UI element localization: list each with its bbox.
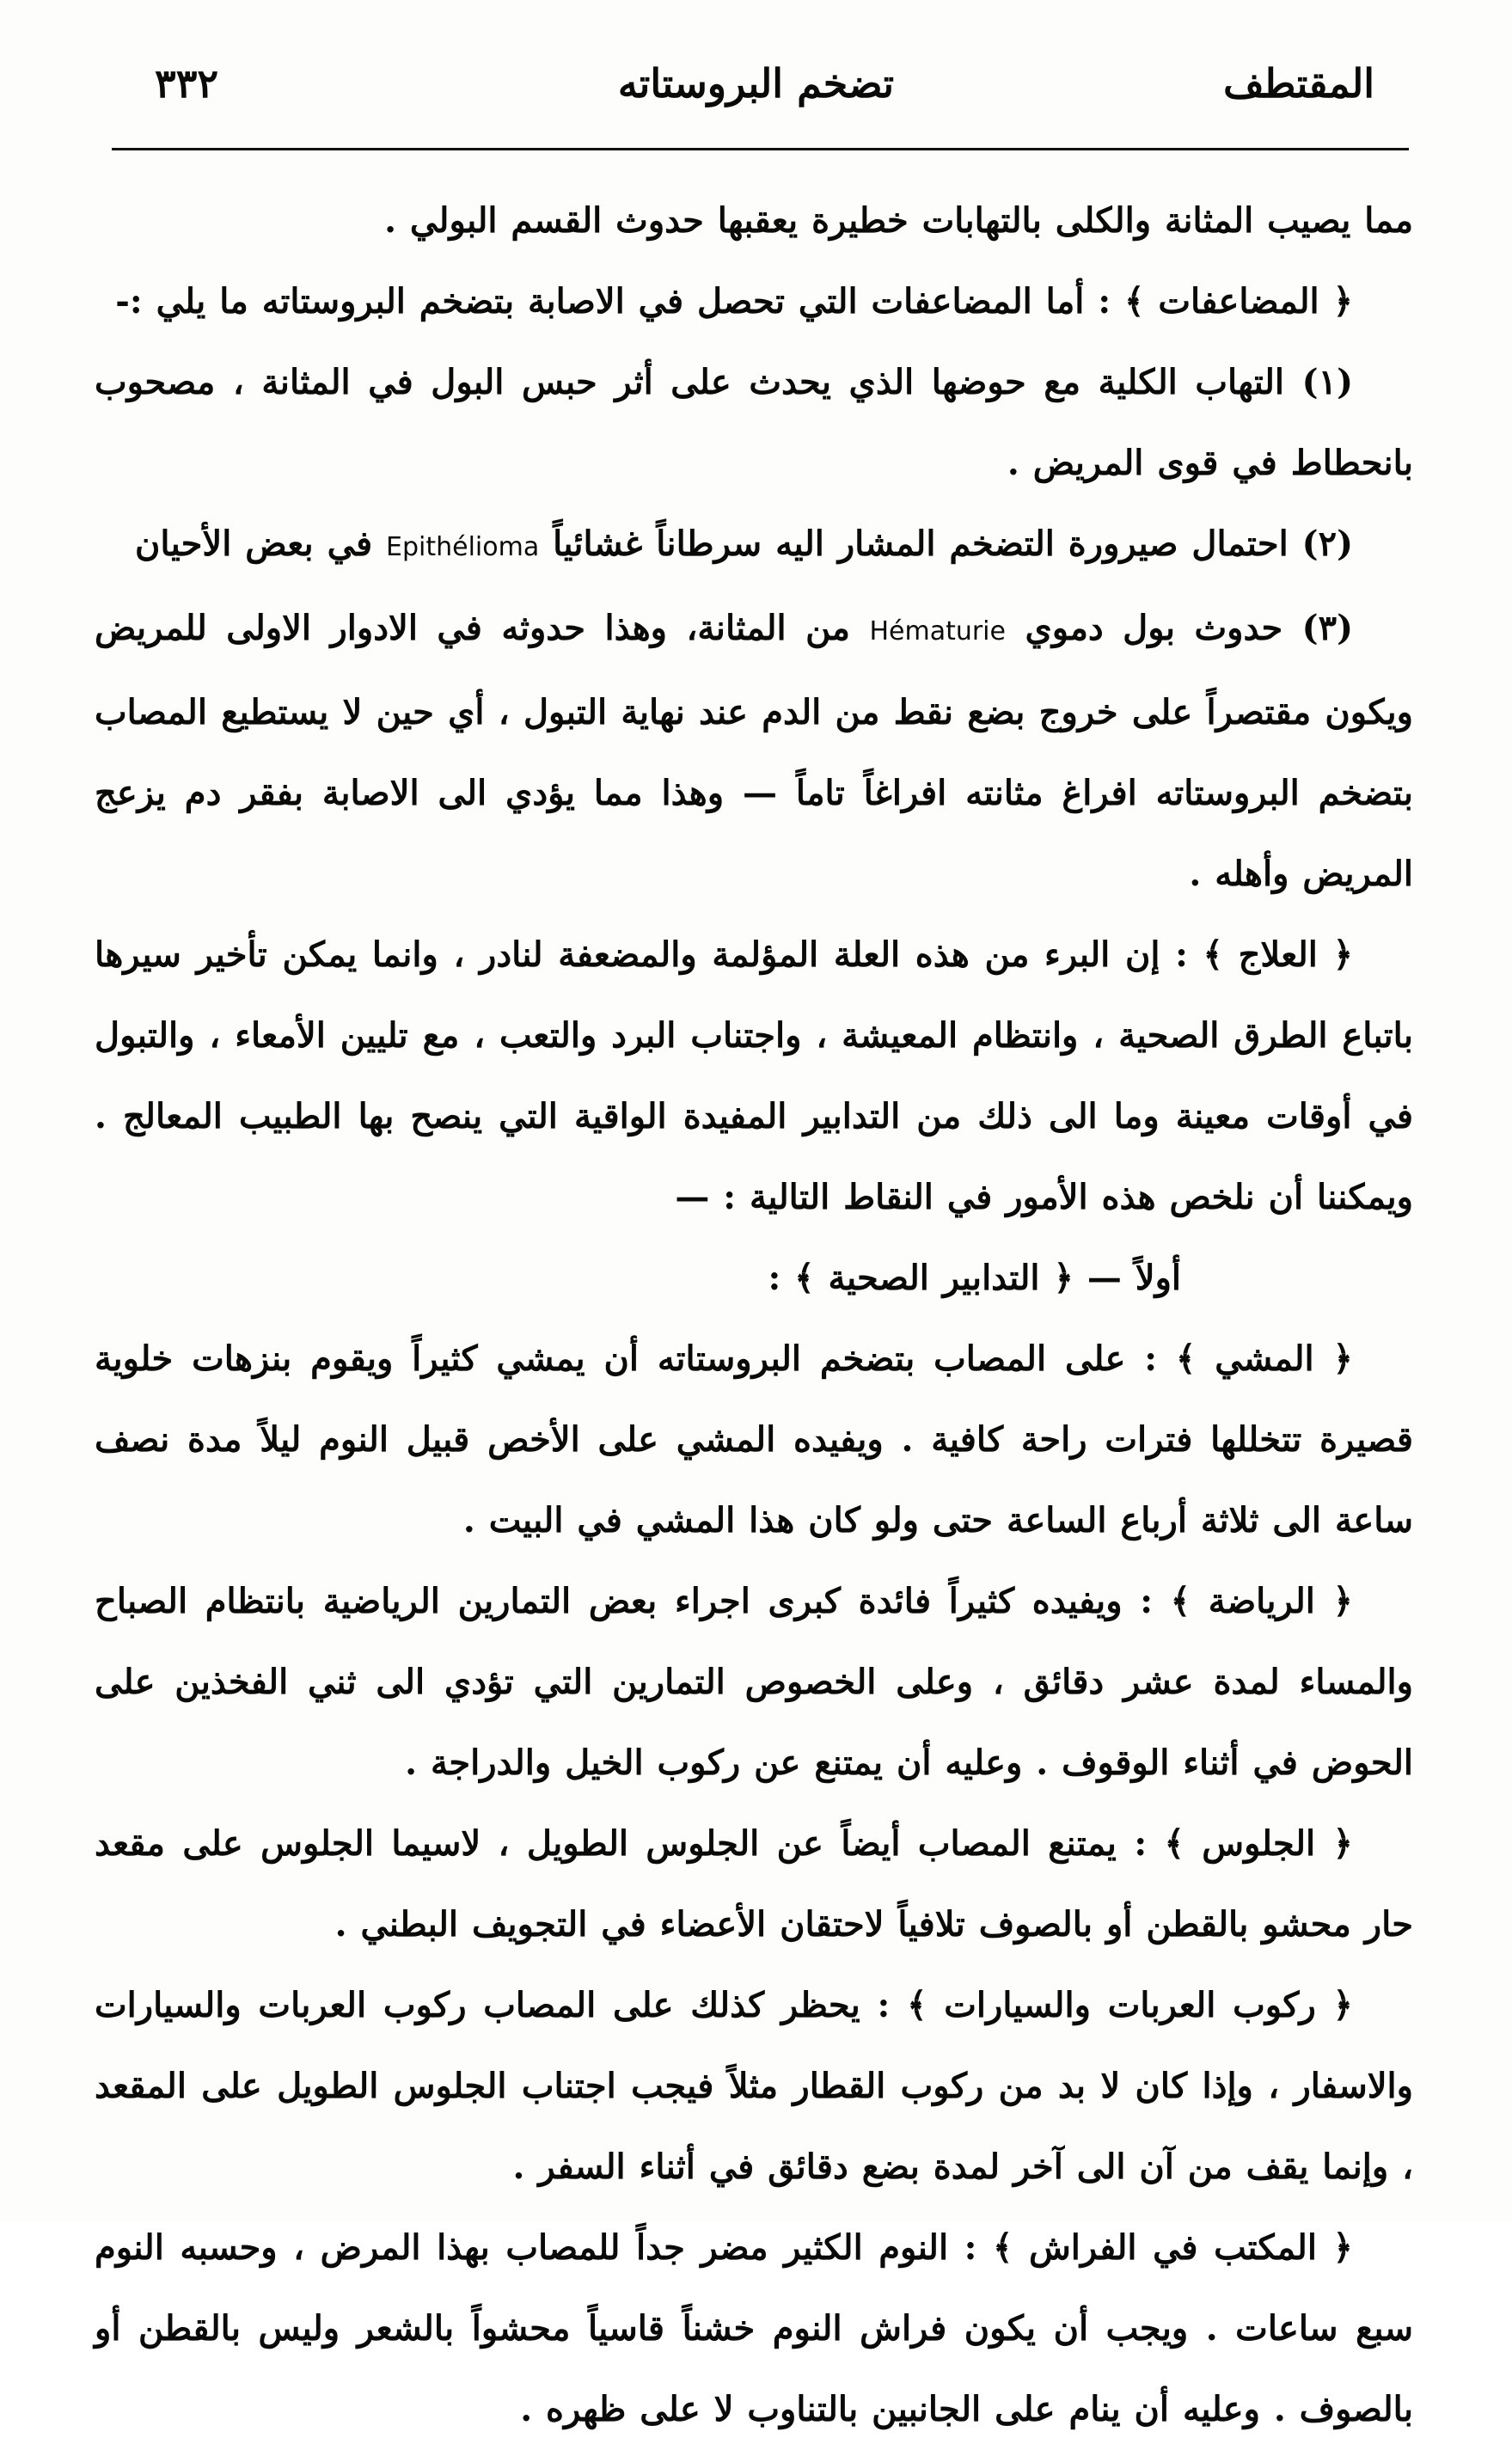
term-epithelioma: Epithélioma [386, 532, 540, 562]
complication-3-tail: من المثانة، وهذا حدوثه في الادوار الاولى للمريض ويكون مقتصراً على خروج بضع نقط من الدم عند نهاية التبول ، أي حين لا يستطيع المصاب بتضخم البروستاته افراغ مثانته افراغاً تاماً — وهذا مما يؤدي الى الاصابة بفقر دم يزعج المريض وأهله . [95, 608, 1413, 894]
complication-2-text: (٢) احتمال صيرورة التضخم المشار اليه سرطاناً غشائياً [553, 524, 1353, 564]
paragraph-exercise: ﴿ الرياضة ﴾ : ويفيده كثيراً فائدة كبرى اجراء بعض التمارين الرياضية بانتظام الصباح والمساء لمدة عشر دقائق ، وعلى الخصوص التمارين التي تؤدي الى ثني الفخذين على الحوض في أثناء الوقوف . وعليه أن يمتنع عن ركوب الخيل والدراجة . [95, 1581, 1413, 1783]
journal-name: المقتطف [1223, 60, 1374, 107]
section-heading-health-measures: أولاً — ﴿ التدابير الصحية ﴾ : [768, 1258, 1181, 1298]
complication-3-text: (٣) حدوث بول دموي [1025, 608, 1353, 648]
page-number: ٣٣٢ [155, 60, 219, 107]
article-body [95, 181, 1413, 2450]
term-hematurie: Hématurie [869, 616, 1006, 646]
paragraph-complication-2 [95, 504, 1413, 588]
paragraph-complication-1: (١) التهاب الكلية مع حوضها الذي يحدث على أثر حبس البول في المثانة ، مصحوب بانحطاط في قوى المريض . [95, 362, 1413, 483]
paragraph-complication-3 [95, 588, 1413, 915]
header-divider [112, 148, 1409, 150]
paragraph-bed: ﴿ المكتب في الفراش ﴾ : النوم الكثير مضر جداً للمصاب بهذا المرض ، وحسبه النوم سبع ساعات . ويجب أن يكون فراش النوم خشناً قاسياً محشواً بالشعر وليس بالقطن أو بالصوف . وعليه أن ينام على الجانبين بالتناوب لا على ظهره . [95, 2227, 1413, 2429]
paragraph-complications-heading: ﴿ المضاعفات ﴾ : أما المضاعفات التي تحصل في الاصابة بتضخم البروستاته ما يلي :- [115, 281, 1353, 322]
article-title: تضخم البروستاته [617, 60, 895, 107]
paragraph-sitting: ﴿ الجلوس ﴾ : يمتنع المصاب أيضاً عن الجلوس الطويل ، لاسيما الجلوس على مقعد حار محشو بالقطن أو بالصوف تلافياً لاحتقان الأعضاء في التجويف البطني . [95, 1823, 1413, 1945]
paragraph-vehicles: ﴿ ركوب العربات والسيارات ﴾ : يحظر كذلك على المصاب ركوب العربات والسيارات والاسفار ، وإذا كان لا بد من ركوب القطار مثلاً فيجب اجتناب الجلوس الطويل على المقعد ، وإنما يقف من آن الى آخر لمدة بضع دقائق في أثناء السفر . [95, 1985, 1413, 2187]
paragraph-walking: ﴿ المشي ﴾ : على المصاب بتضخم البروستاته أن يمشي كثيراً ويقوم بنزهات خلوية قصيرة تتخللها فترات راحة كافية . ويفيده المشي على الأخص قبيل النوم ليلاً مدة نصف ساعة الى ثلاثة أرباع الساعة حتى ولو كان هذا المشي في البيت . [95, 1338, 1413, 1540]
complication-2-tail: في بعض الأحيان [135, 524, 373, 564]
paragraph-continuation: مما يصيب المثانة والكلى بالتهابات خطيرة يعقبها حدوث القسم البولي . [384, 200, 1413, 241]
paragraph-treatment: ﴿ العلاج ﴾ : إن البرء من هذه العلة المؤلمة والمضعفة لنادر ، وانما يمكن تأخير سيرها باتباع الطرق الصحية ، وانتظام المعيشة ، واجتناب البرد والتعب ، مع تليين الأمعاء ، والتبول في أوقات معينة وما الى ذلك من التدابير المفيدة الواقية التي ينصح بها الطبيب المعالج . ويمكننا أن نلخص هذه الأمور في النقاط التالية : — [95, 934, 1413, 1217]
running-header [129, 60, 1383, 129]
